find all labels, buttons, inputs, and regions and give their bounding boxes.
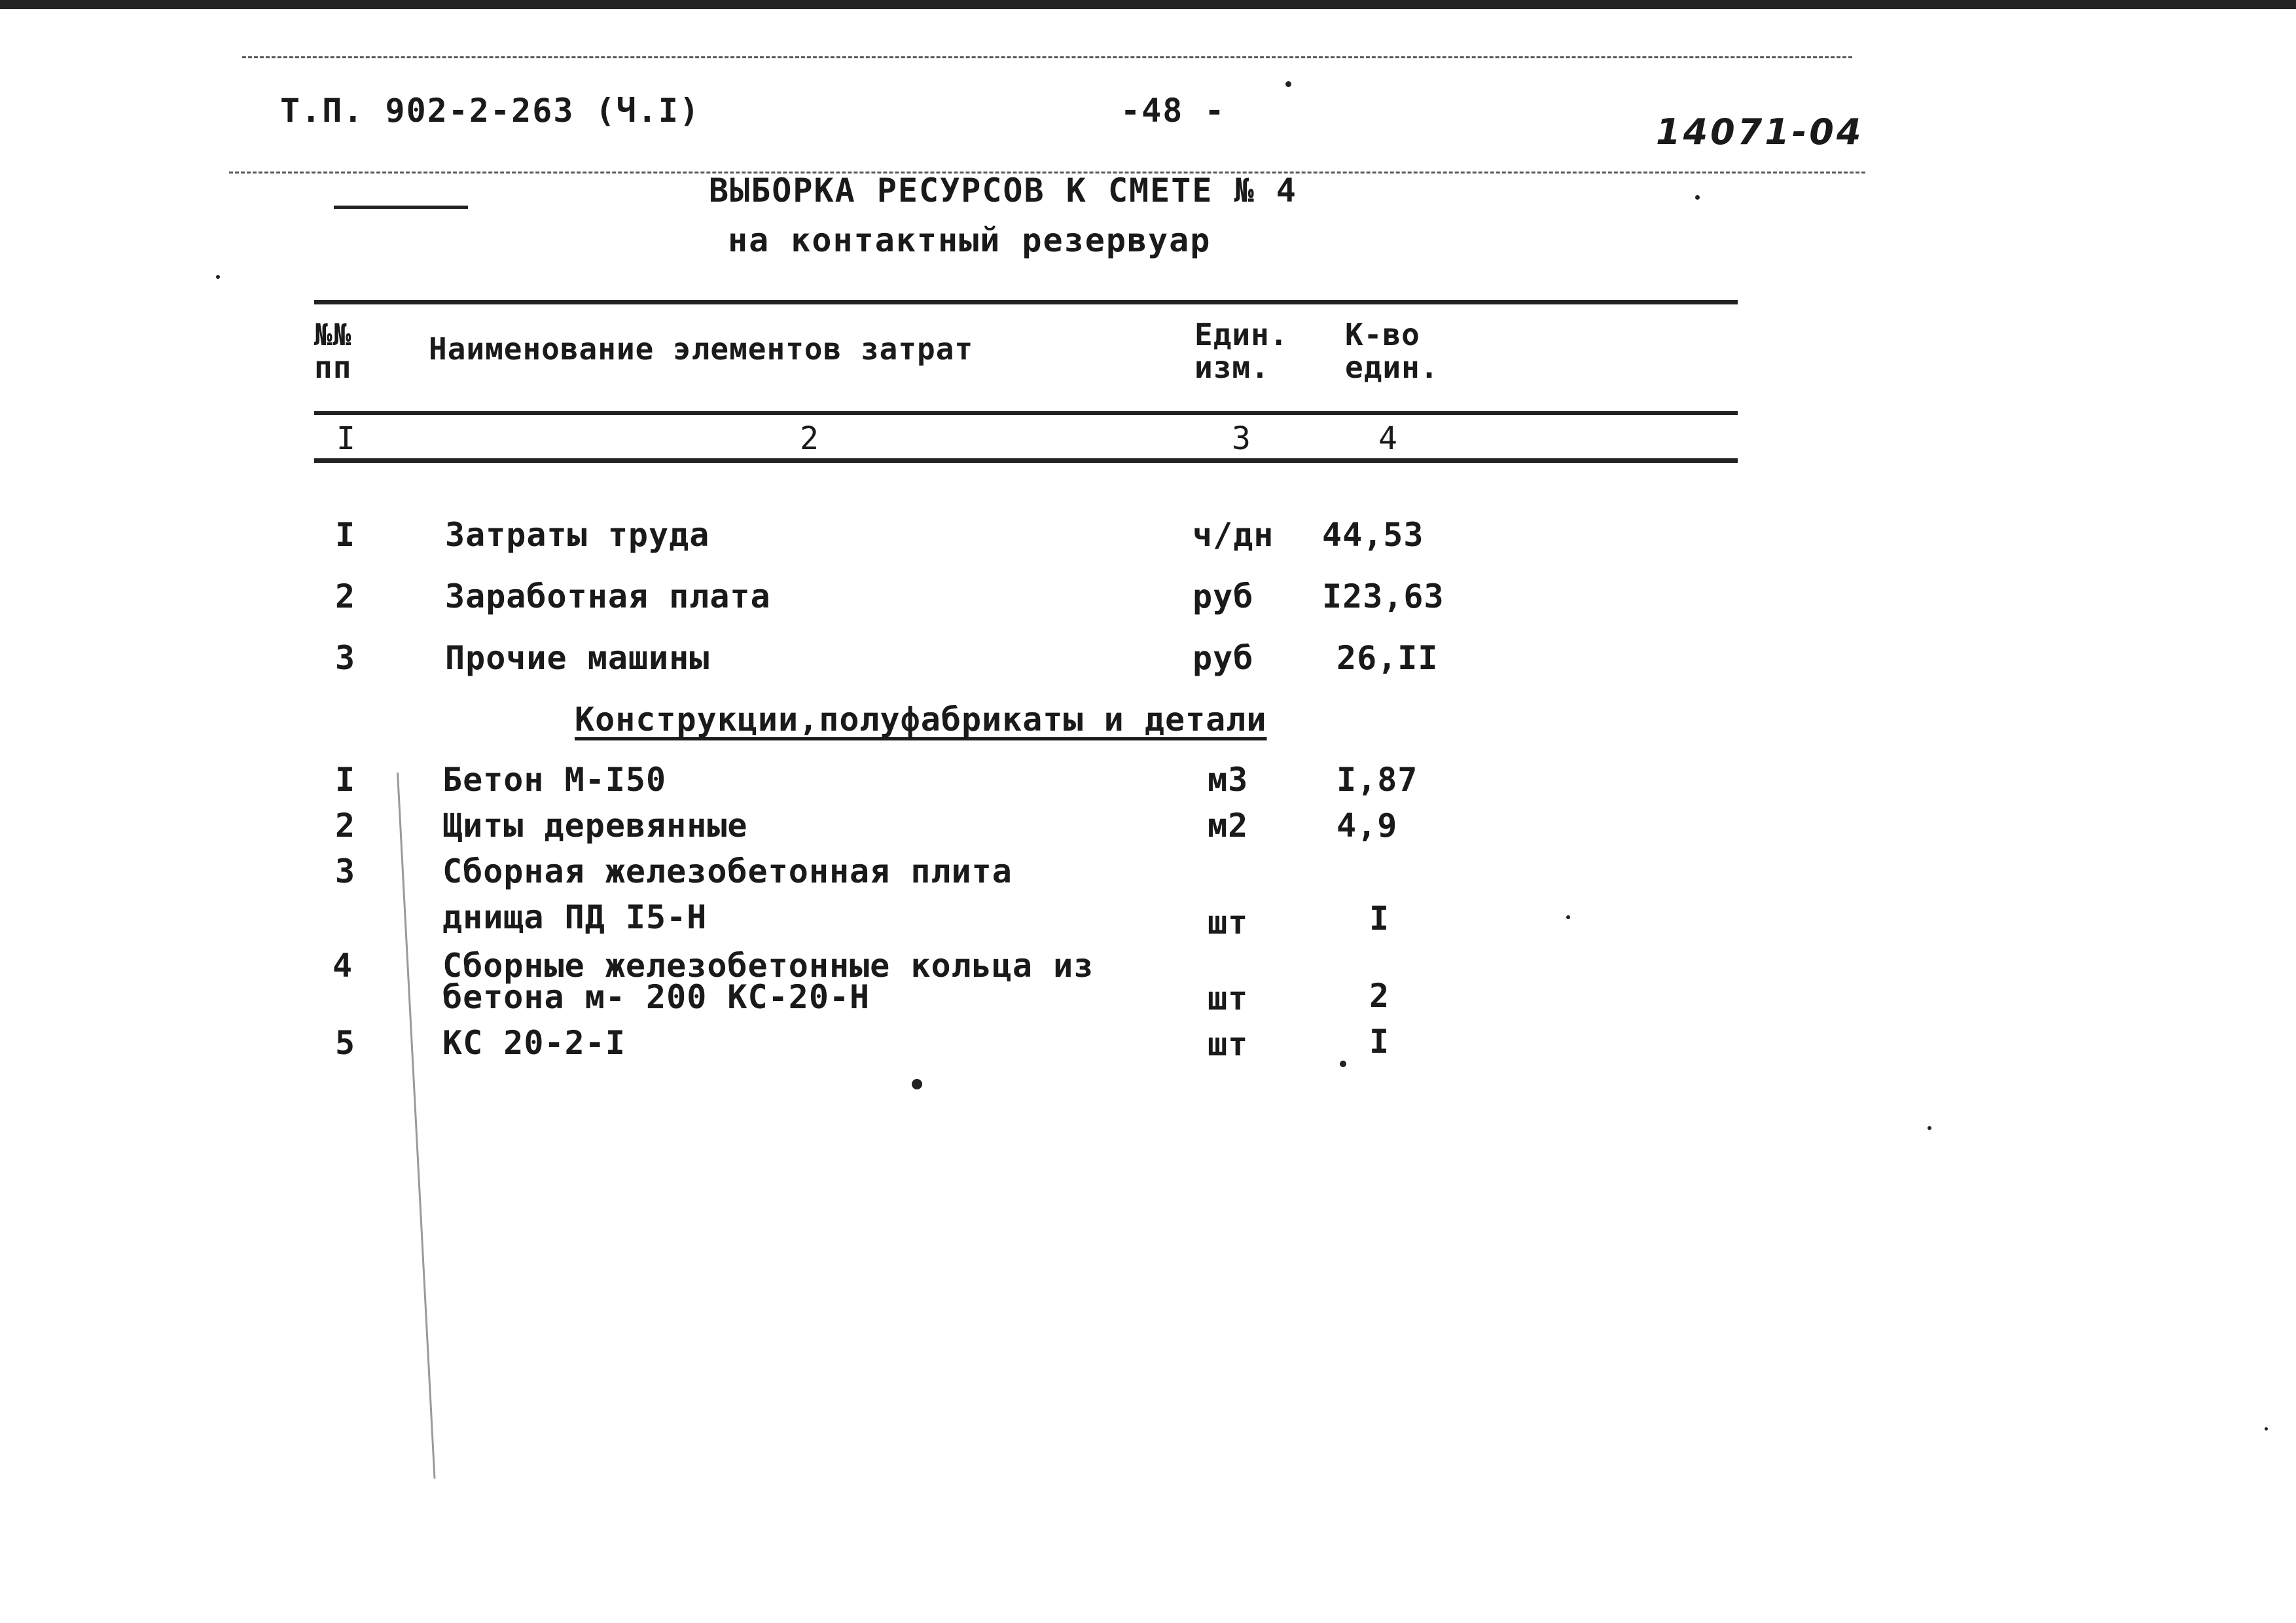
row-name: Щиты деревянные [442, 807, 748, 845]
row-quantity: I,87 [1336, 761, 1418, 799]
row-quantity: I23,63 [1322, 577, 1444, 615]
scan-speck [1695, 195, 1700, 200]
row-number: 3 [335, 639, 356, 677]
top-faint-rule [242, 56, 1852, 58]
scan-speck [912, 1079, 922, 1089]
row-number: 3 [335, 852, 356, 890]
column-header-quantity: К-во един. [1345, 317, 1439, 385]
row-unit: м2 [1208, 807, 1249, 845]
archive-number-handwritten: 14071-04 [1656, 111, 1864, 153]
page-number: -48 - [1121, 92, 1226, 130]
row-quantity: 2 [1369, 977, 1390, 1015]
scan-speck [1285, 81, 1291, 87]
column-index-2: 2 [800, 420, 819, 457]
row-quantity: 44,53 [1322, 516, 1424, 554]
column-index-4: 4 [1378, 420, 1397, 457]
section-heading: Конструкции,полуфабрикаты и детали [575, 701, 1267, 739]
row-number: 2 [335, 807, 356, 845]
column-header-unit: Един. изм. [1194, 317, 1289, 385]
row-number: 2 [335, 577, 356, 615]
column-header-number: №№ пп [314, 317, 352, 385]
scan-speck [1340, 1061, 1346, 1067]
scan-top-edge [0, 0, 2296, 9]
column-index-3: 3 [1232, 420, 1251, 457]
row-name: Прочие машины [445, 639, 710, 677]
scan-speck [1928, 1126, 1931, 1130]
table-header-rule [314, 411, 1738, 415]
row-unit: шт [1208, 979, 1249, 1017]
scan-speck [2265, 1427, 2268, 1431]
row-name: Сборные железобетонные кольца из [442, 947, 1094, 985]
row-unit: руб [1193, 639, 1254, 677]
row-quantity: 26,II [1336, 639, 1439, 677]
row-quantity: I [1369, 1023, 1390, 1061]
row-unit: м3 [1208, 761, 1249, 799]
column-header-name: Наименование элементов затрат [429, 331, 974, 367]
row-quantity: 4,9 [1336, 807, 1398, 845]
row-name: Заработная плата [445, 577, 771, 615]
row-unit: шт [1208, 903, 1249, 941]
row-number: I [335, 516, 356, 554]
row-number: 4 [332, 947, 353, 985]
column-index-1: I [336, 420, 355, 457]
scan-speck [1566, 915, 1570, 919]
scan-crease-line [397, 773, 436, 1479]
document-title: ВЫБОРКА РЕСУРСОВ К СМЕТЕ № 4 [709, 172, 1297, 210]
row-unit: ч/дн [1193, 516, 1274, 554]
row-quantity: I [1369, 900, 1390, 938]
row-number: 5 [335, 1024, 356, 1062]
row-number: I [335, 761, 356, 799]
short-mark-rule [334, 206, 468, 209]
document-code: Т.П. 902-2-263 (Ч.I) [280, 92, 701, 130]
row-unit: руб [1193, 577, 1254, 615]
row-name: КС 20-2-I [442, 1024, 626, 1062]
table-top-rule [314, 300, 1738, 304]
row-name: Затраты труда [445, 516, 710, 554]
scan-speck [216, 275, 220, 279]
table-index-rule [314, 458, 1738, 463]
row-name: Бетон М-I50 [442, 761, 667, 799]
row-name: Сборная железобетонная плита [442, 852, 1013, 890]
row-unit: шт [1208, 1025, 1249, 1063]
row-name-continuation: бетона м- 200 КС-20-Н [442, 978, 870, 1016]
document-subtitle: на контактный резервуар [728, 221, 1211, 259]
row-name-continuation: днища ПД I5-Н [442, 898, 708, 936]
